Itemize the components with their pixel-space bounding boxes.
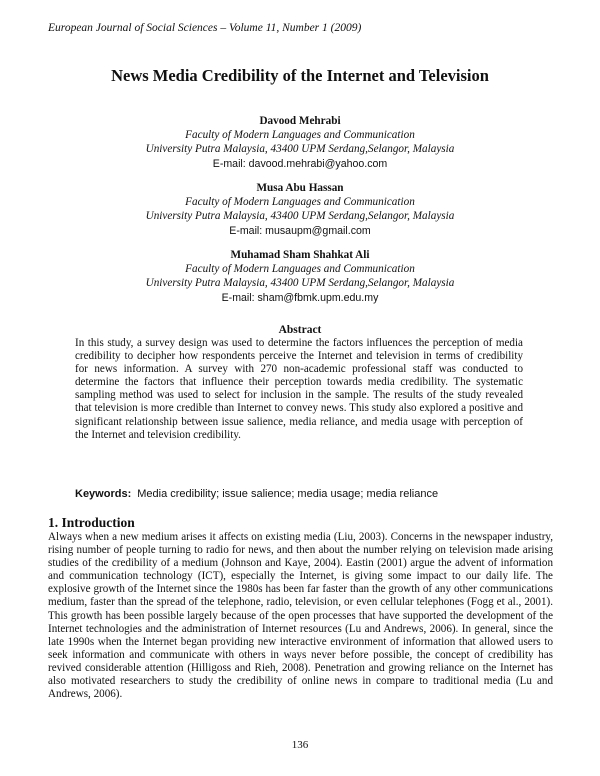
author-block-1	[0, 114, 600, 171]
running-header: European Journal of Social Sciences – Volume 11, Number 1 (2009)	[48, 22, 362, 34]
author-affiliation: University Putra Malaysia, 43400 UPM Serdang,Selangor, Malaysia	[145, 143, 455, 156]
abstract-heading: Abstract	[278, 324, 322, 336]
keywords-label: Keywords:	[75, 488, 132, 500]
keywords	[75, 488, 438, 500]
keywords-text: Media credibility; issue salience; media usage; media reliance	[137, 488, 439, 500]
section-heading: 1. Introduction	[48, 515, 135, 530]
author-email: E-mail: sham@fbmk.upm.edu.my	[221, 291, 379, 304]
section-body: Always when a new medium arises it affects on existing media (Liu, 2003). Concerns in the newspaper industry, rising number of people turning to radio for news, and then about the number relying on television made arising studies of the credibility of a medium (Johnson and Kaye, 2004). Eastin (2001) argue the advent of information and communication technology (ICT), especially the Internet, is giving some impact to our daily life. The explosive growth of the Internet since the 1980s has been far faster than the growth of any other communications medium, faster than the spread of the telephone, radio, television, or even cellular telephones (Fogg et al., 2001). This growth has been possible largely because of the open processes that have supported the development of the Internet technologies and the administration of Internet resources (Lu and Andrews, 2006). In general, since the late 1990s when the Internet began providing new interactive environment of information that allowed users to seek information and communicate with others in ways never before possible, the concept of credibility has revived considerable attention (Hilligoss and Rieh, 2008). Penetration and growing reliance on the Internet has also motivated researchers to study the credibility of online news in compare to traditional media (Lu and Andrews, 2006).	[48, 531, 553, 701]
author-affiliation: University Putra Malaysia, 43400 UPM Serdang,Selangor, Malaysia	[145, 277, 455, 290]
author-name: Davood Mehrabi	[259, 115, 341, 127]
author-affiliation: Faculty of Modern Languages and Communication	[185, 263, 415, 276]
author-name: Musa Abu Hassan	[256, 182, 344, 194]
author-email: E-mail: musaupm@gmail.com	[229, 224, 371, 237]
abstract-body: In this study, a survey design was used to determine the factors influences the perception of media credibility to decipher how respondents perceive the Internet and television in terms of credibility for news information. A survey with 270 non-academic professional staff was conducted to determine the factors that influence their perception towards media credibility. The systematic sampling method was used to select for inclusion in the sample. The results of the study revealed that television is more credible than Internet to convey news. This study also explored a positive and significant relationship between issue salience, media reliance, and media usage with perception of the Internet and television credibility.	[75, 337, 523, 441]
author-affiliation: Faculty of Modern Languages and Communication	[185, 129, 415, 142]
page-number: 136	[291, 739, 309, 751]
author-block-2	[0, 181, 600, 238]
author-email: E-mail: davood.mehrabi@yahoo.com	[212, 157, 388, 170]
author-affiliation: Faculty of Modern Languages and Communication	[185, 196, 415, 209]
author-name: Muhamad Sham Shahkat Ali	[230, 249, 370, 261]
author-affiliation: University Putra Malaysia, 43400 UPM Serdang,Selangor, Malaysia	[145, 210, 455, 223]
author-block-3	[0, 248, 600, 305]
paper-title: News Media Credibility of the Internet and Television	[111, 66, 489, 85]
